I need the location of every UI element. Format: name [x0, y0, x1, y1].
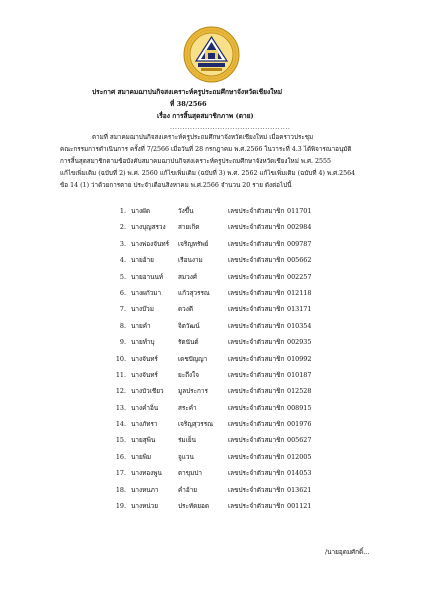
member-row: [0, 285, 423, 301]
member-first-name: นางทองพูน: [131, 469, 162, 478]
member-last-name: ตาขุมปา: [178, 469, 202, 478]
member-first-name: นางหน่วย: [131, 502, 158, 511]
continued-marker: /นายอุดมศักดิ์...: [325, 548, 370, 556]
member-row: [0, 432, 423, 448]
member-id-label: เลขประจำตัวสมาชิก: [228, 436, 285, 445]
member-last-name: จิตวัฒน์: [178, 321, 200, 330]
announcement-title: ประกาศ สมาคมฌาปนกิจสงเคราะห์ครูประถมศึกษาจังหวัดเชียงใหม่: [92, 88, 283, 96]
member-first-name: นายพิม: [131, 452, 152, 461]
member-id-label: เลขประจำตัวสมาชิก: [228, 305, 285, 314]
member-number: 11.: [115, 370, 126, 379]
member-number: 3.: [119, 239, 126, 248]
member-first-name: นายสุพิน: [131, 436, 156, 445]
member-last-name: ยะถึงใจ: [178, 370, 200, 379]
member-id: 001121: [287, 502, 312, 511]
member-id-label: เลขประจำตัวสมาชิก: [228, 420, 285, 429]
separator-dots: ................................................: [170, 124, 291, 131]
member-id-label: เลขประจำตัวสมาชิก: [228, 338, 285, 347]
member-last-name: คำอ้าย: [178, 485, 198, 494]
member-id-label: เลขประจำตัวสมาชิก: [228, 469, 285, 478]
member-last-name: จูแวน: [178, 452, 194, 461]
member-id: 013171: [287, 305, 312, 314]
member-number: 10.: [115, 354, 126, 363]
member-first-name: นางบ๊วม: [131, 305, 154, 314]
body-line-5: ข้อ 14 (1) ว่าด้วยการตาย ประจำเดือนสิงหาคม พ.ศ.2566 จำนวน 20 ราย ดังต่อไปนี้: [60, 182, 292, 189]
member-row: [0, 236, 423, 252]
member-id: 012528: [287, 387, 312, 396]
member-row: [0, 252, 423, 268]
member-last-name: มูลประการ: [178, 387, 208, 396]
body-line-3: การสิ้นสุดสมาชิกตามข้อบังคับสมาคมฌาปนกิจสงเคราะห์ครูประถมศึกษาจังหวัดเชียงใหม่ พ.ศ. 2555: [60, 158, 332, 165]
member-row: [0, 219, 423, 235]
member-row: [0, 400, 423, 416]
member-first-name: นางจันทร์: [131, 370, 158, 379]
member-number: 1.: [119, 207, 126, 215]
member-first-name: นายอานนท์: [131, 272, 164, 281]
member-id: 014053: [287, 469, 312, 478]
member-first-name: นางคำอิ่น: [131, 403, 159, 412]
member-number: 8.: [119, 321, 126, 330]
member-first-name: นายคำ: [131, 321, 151, 330]
announcement-number: ที่ 38/2566: [170, 100, 207, 108]
announcement-subject: เรื่อง การสิ้นสุดสมาชิกภาพ (ตาย): [157, 112, 254, 120]
member-last-name: ประทัดยอด: [178, 502, 210, 511]
member-id: 010354: [287, 321, 312, 330]
body-line-4: แก้ไขเพิ่มเติม (ฉบับที่ 2) พ.ศ. 2560 แก้ไขเพิ่มเติม (ฉบับที่ 3) พ.ศ. 2562 แก้ไขเพิ่มเติม (ฉบับที่ 4) พ.ศ.2564: [60, 170, 356, 177]
member-number: 5.: [119, 272, 126, 281]
member-row: [0, 383, 423, 399]
member-id-label: เลขประจำตัวสมาชิก: [228, 502, 285, 511]
member-list: [0, 203, 423, 514]
member-row: [0, 482, 423, 498]
member-id: 005662: [287, 256, 312, 265]
member-id: 005627: [287, 436, 312, 445]
member-id: 002257: [287, 272, 312, 281]
member-number: 7.: [119, 305, 126, 314]
member-row: [0, 203, 423, 219]
member-number: 15.: [115, 436, 126, 445]
member-id-label: เลขประจำตัวสมาชิก: [228, 256, 285, 265]
member-row: [0, 449, 423, 465]
member-first-name: นางผกัวมา: [131, 288, 162, 297]
member-id: 012118: [287, 288, 312, 297]
member-number: 16.: [115, 452, 126, 461]
member-id-label: เลขประจำตัวสมาชิก: [228, 321, 285, 330]
member-last-name: วังขึ้น: [178, 207, 194, 215]
member-first-name: นางพ่องจันทร์: [131, 239, 170, 248]
member-number: 2.: [119, 223, 126, 232]
association-seal: [183, 26, 240, 83]
member-first-name: นางบัวเชียว: [131, 387, 164, 396]
body-line-1: ตามที่ สมาคมฌาปนกิจสงเคราะห์ครูประถมศึกษาจังหวัดเชียงใหม่ เมื่อคราวประชุม: [92, 134, 314, 141]
member-last-name: เจริญทรัพย์: [178, 239, 209, 248]
member-id-label: เลขประจำตัวสมาชิก: [228, 387, 285, 396]
member-first-name: นางภัทรา: [131, 420, 158, 429]
member-last-name: สมวงศ์: [178, 272, 197, 281]
member-id: 010187: [287, 370, 312, 379]
member-number: 18.: [115, 485, 126, 494]
member-last-name: สายเกิด: [178, 223, 200, 232]
member-last-name: เรือนงาม: [178, 256, 203, 265]
member-last-name: สระคำ: [178, 403, 197, 412]
member-id-label: เลขประจำตัวสมาชิก: [228, 485, 285, 494]
member-id-label: เลขประจำตัวสมาชิก: [228, 403, 285, 412]
member-id-label: เลขประจำตัวสมาชิก: [228, 452, 285, 461]
member-last-name: รัตนันต์: [178, 338, 199, 347]
member-number: 9.: [119, 338, 126, 347]
member-id: 002984: [287, 223, 312, 232]
member-first-name: นายอ้าย: [131, 256, 154, 265]
member-row: [0, 269, 423, 285]
member-number: 6.: [119, 288, 126, 297]
member-number: 17.: [115, 469, 126, 478]
member-id-label: เลขประจำตัวสมาชิก: [228, 272, 285, 281]
member-last-name: เจริญสุวรรณ: [178, 420, 214, 429]
member-id: 002935: [287, 338, 312, 347]
member-id-label: เลขประจำตัวสมาชิก: [228, 207, 285, 215]
body-line-2: คณะกรรมการดำเนินการ ครั้งที่ 7/2566 เมื่อวันที่ 28 กรกฎาคม พ.ศ.2566 ในวาระที่ 4.3 ได้พิจารณาอนุมัติ: [60, 146, 352, 153]
member-row: [0, 351, 423, 367]
member-id: 010992: [287, 354, 312, 363]
member-id: 008915: [287, 403, 312, 412]
member-number: 19.: [115, 502, 126, 511]
member-id: 011701: [287, 207, 312, 215]
member-number: 12.: [115, 387, 126, 396]
member-last-name: เดชปัญญา: [178, 354, 208, 363]
member-row: [0, 318, 423, 334]
member-id-label: เลขประจำตัวสมาชิก: [228, 354, 285, 363]
member-first-name: นางผัด: [131, 207, 150, 215]
member-row: [0, 416, 423, 432]
member-number: 13.: [115, 403, 126, 412]
member-id-label: เลขประจำตัวสมาชิก: [228, 223, 285, 232]
member-first-name: นางหนภา: [131, 485, 159, 494]
member-row: [0, 301, 423, 317]
member-id-label: เลขประจำตัวสมาชิก: [228, 288, 285, 297]
member-last-name: ร่มเย็น: [178, 436, 196, 445]
member-first-name: นางจันทร์: [131, 354, 158, 363]
member-row: [0, 498, 423, 514]
member-row: [0, 465, 423, 481]
member-number: 4.: [119, 256, 126, 265]
member-id: 001976: [287, 420, 312, 429]
member-id-label: เลขประจำตัวสมาชิก: [228, 370, 285, 379]
member-row: [0, 334, 423, 350]
member-id-label: เลขประจำตัวสมาชิก: [228, 239, 285, 248]
member-id: 013621: [287, 485, 312, 494]
member-number: 14.: [115, 420, 126, 429]
member-last-name: ดวงดี: [178, 305, 194, 314]
member-row: [0, 367, 423, 383]
member-last-name: แก้วสุวรรณ: [178, 288, 210, 297]
member-first-name: นายทำบุ: [131, 338, 155, 347]
member-first-name: นางบุญสรวง: [131, 223, 166, 232]
member-id: 009787: [287, 239, 312, 248]
member-id: 012005: [287, 452, 312, 461]
